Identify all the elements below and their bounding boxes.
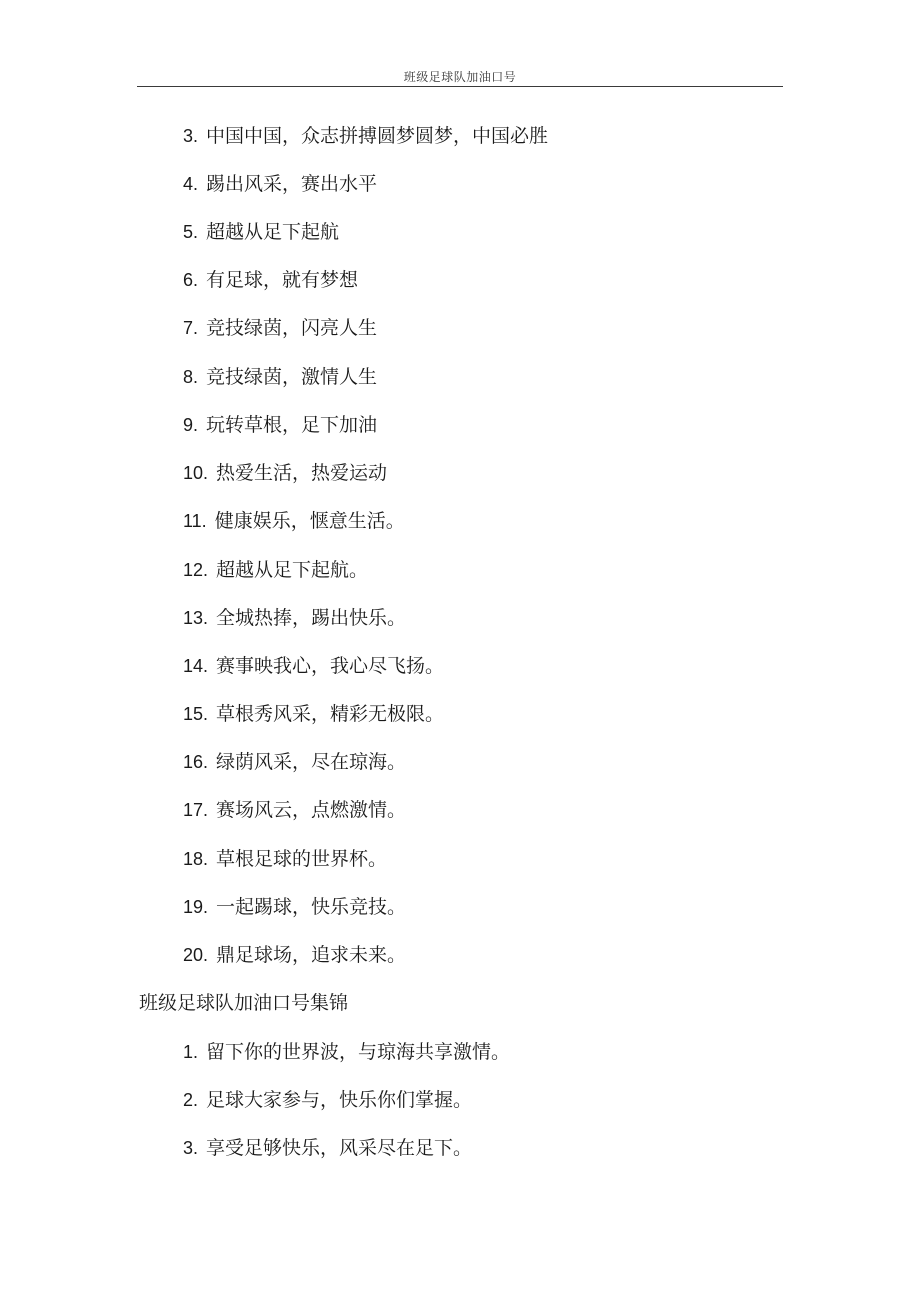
item-text: 健康娱乐，惬意生活。: [214, 510, 405, 532]
item-text: 鼎足球场，追求未来。: [216, 944, 407, 966]
item-text: 有足球，就有梦想: [206, 269, 359, 291]
item-text: 赛事映我心，我心尽飞扬。: [216, 655, 445, 677]
list-item: [183, 217, 339, 247]
item-text: 超越从足下起航: [206, 221, 340, 243]
item-text: 足球大家参与，快乐你们掌握。: [206, 1089, 473, 1111]
item-number: 4.: [183, 174, 199, 194]
item-number: 13.: [183, 608, 209, 628]
item-text: 绿荫风采，尽在琼海。: [216, 751, 407, 773]
list-item: [183, 458, 387, 488]
list-item: [183, 892, 406, 922]
item-number: 17.: [183, 800, 209, 820]
list-item: [183, 603, 406, 633]
item-number: 5.: [183, 222, 199, 242]
list-item: [183, 555, 368, 585]
item-number: 19.: [183, 897, 209, 917]
list-item: [183, 844, 387, 874]
item-number: 6.: [183, 270, 199, 290]
item-number: 10.: [183, 463, 209, 483]
list-item: [183, 169, 377, 199]
list-item: [183, 265, 358, 295]
item-text: 全城热捧，踢出快乐。: [216, 607, 407, 629]
list-item: [183, 506, 405, 536]
header-title: 班级足球队加油口号: [403, 70, 517, 84]
item-number: 1.: [183, 1042, 199, 1062]
list-item: [183, 1133, 472, 1163]
item-number: 20.: [183, 945, 209, 965]
item-text: 竞技绿茵，激情人生: [206, 366, 378, 388]
item-text: 草根秀风采，精彩无极限。: [216, 703, 445, 725]
list-item: [183, 362, 377, 392]
list-item: [183, 940, 406, 970]
item-number: 18.: [183, 849, 209, 869]
item-text: 享受足够快乐，风采尽在足下。: [206, 1137, 473, 1159]
list-item: [183, 795, 406, 825]
item-text: 踢出风采，赛出水平: [206, 173, 378, 195]
item-number: 8.: [183, 367, 199, 387]
item-text: 玩转草根，足下加油: [206, 414, 378, 436]
item-text: 留下你的世界波，与琼海共享激情。: [206, 1041, 511, 1063]
item-number: 7.: [183, 318, 199, 338]
list-item: [183, 651, 444, 681]
list-item: [183, 313, 377, 343]
item-number: 3.: [183, 1138, 199, 1158]
item-number: 3.: [183, 126, 199, 146]
section-heading: 班级足球队加油口号集锦: [139, 992, 349, 1014]
item-number: 2.: [183, 1090, 199, 1110]
item-text: 竞技绿茵，闪亮人生: [206, 317, 378, 339]
item-text: 一起踢球，快乐竞技。: [216, 896, 407, 918]
list-item: [183, 747, 406, 777]
item-number: 16.: [183, 752, 209, 772]
list-item: [183, 1085, 472, 1115]
list-item: [183, 121, 548, 151]
item-number: 12.: [183, 560, 209, 580]
item-text: 超越从足下起航。: [216, 559, 369, 581]
item-text: 赛场风云，点燃激情。: [216, 799, 407, 821]
item-number: 9.: [183, 415, 199, 435]
list-item: [183, 699, 444, 729]
item-text: 中国中国，众志拼搏圆梦圆梦，中国必胜: [206, 125, 549, 147]
item-text: 草根足球的世界杯。: [216, 848, 388, 870]
item-number: 15.: [183, 704, 209, 724]
item-number: 11.: [183, 511, 207, 531]
item-text: 热爱生活，热爱运动: [216, 462, 388, 484]
item-number: 14.: [183, 656, 209, 676]
list-item: [183, 1037, 510, 1067]
page-header: [137, 66, 783, 87]
list-item: [183, 410, 377, 440]
